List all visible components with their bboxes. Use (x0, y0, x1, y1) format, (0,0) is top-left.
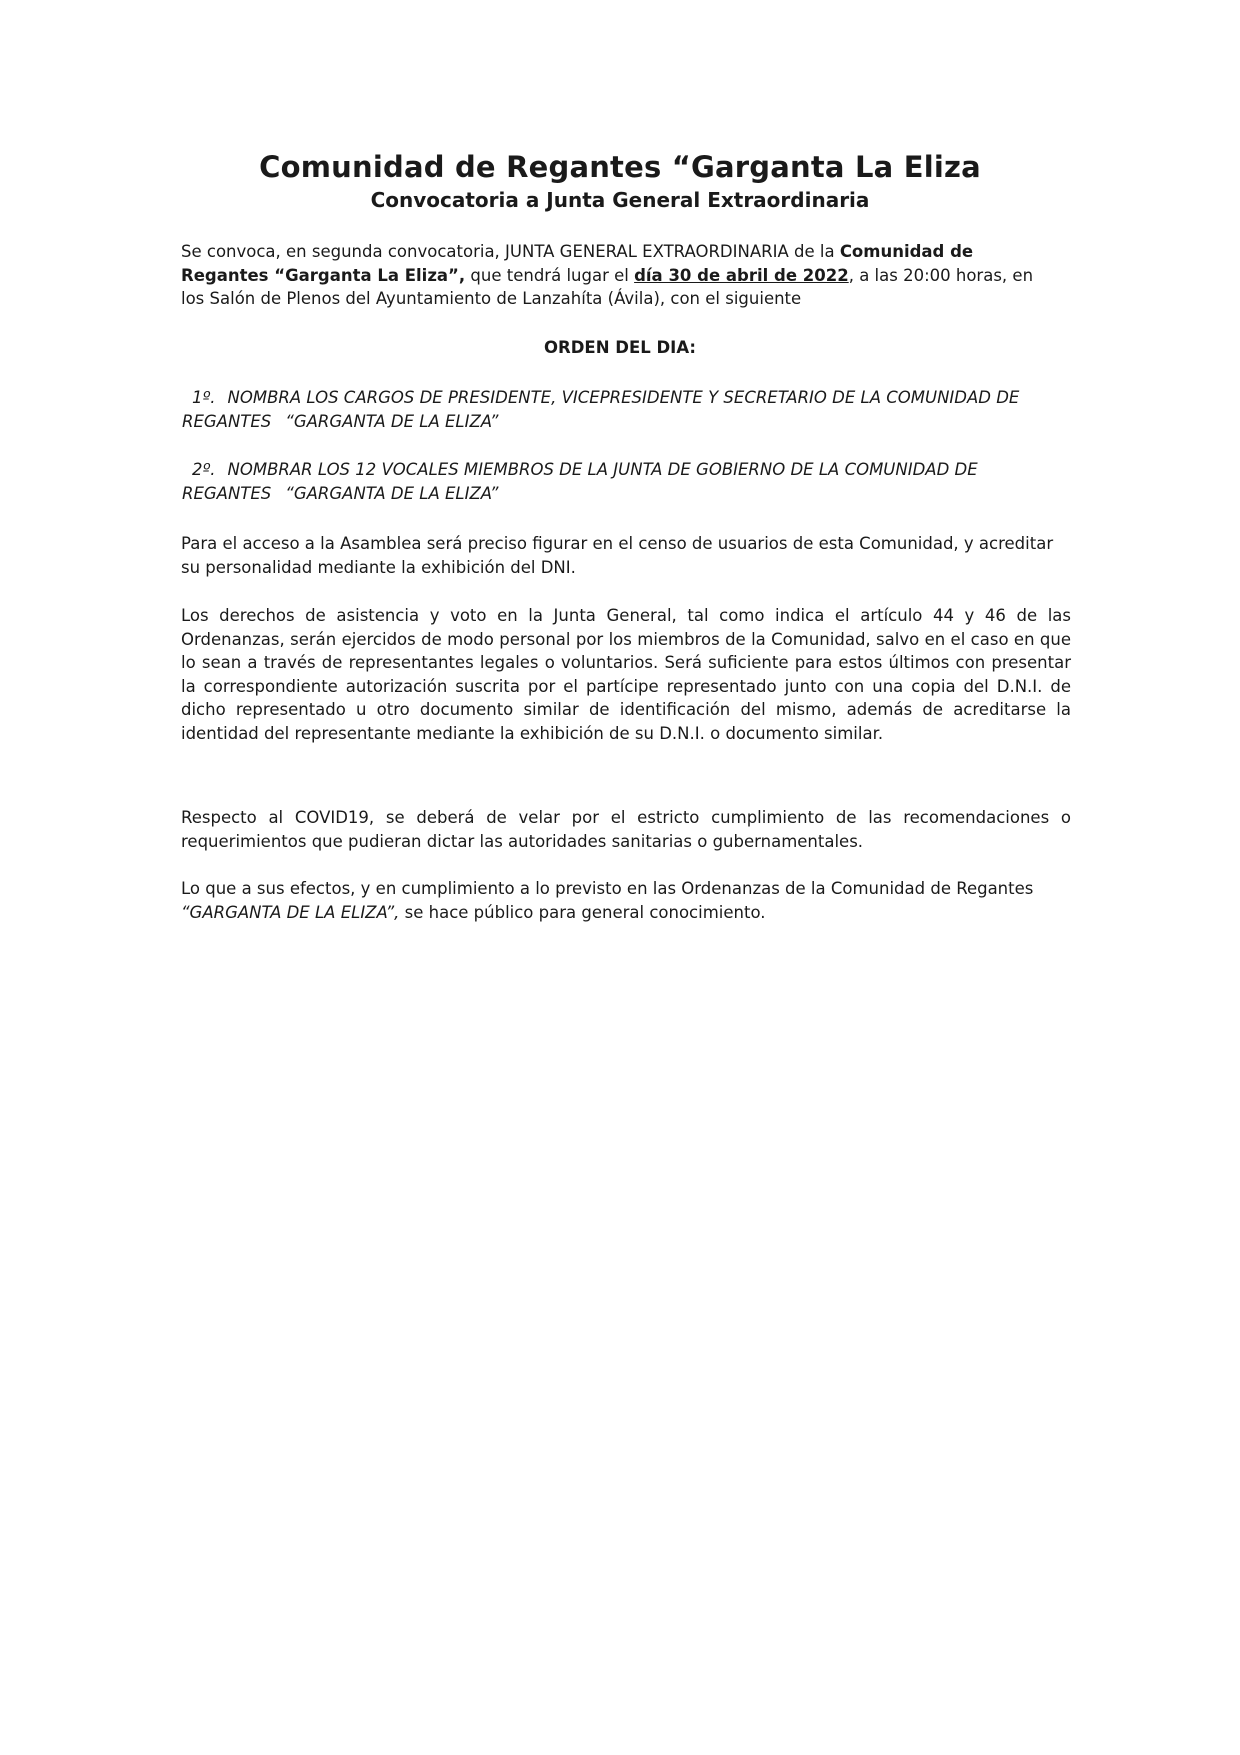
access-paragraph: Para el acceso a la Asamblea será preciso figurar en el censo de usuarios de esta Comunidad, y acreditar su personalidad mediante la exhibición del DNI. (181, 534, 1054, 577)
document-subtitle: Convocatoria a Junta General Extraordinaria (370, 188, 870, 212)
agenda-item-text: NOMBRA LOS CARGOS DE PRESIDENTE, VICEPRESIDENTE Y SECRETARIO DE LA COMUNIDAD DE REGANTES (182, 388, 1020, 431)
intro-text-3: , a las 20:00 horas, en los Salón de Plenos del Ayuntamiento de Lanzahíta (Ávila), con el siguiente (181, 265, 1034, 308)
intro-paragraph (181, 240, 1061, 311)
intro-text-2: que tendrá lugar el (465, 265, 635, 285)
community-name: Comunidad de Regantes “Garganta La Eliza”, (181, 242, 974, 285)
meeting-date: día 30 de abril de 2022 (634, 265, 849, 285)
agenda-item-number: 1º. (192, 388, 216, 407)
agenda-item-quote: “GARGANTA DE LA ELIZA” (285, 412, 499, 431)
covid-paragraph: Respecto al COVID19, se deberá de velar por el estricto cumplimiento de las recomendaciones o requerimientos que pudieran dictar las autoridades sanitarias o gubernamentales. (181, 808, 1071, 851)
voting-rights-paragraph: Los derechos de asistencia y voto en la Junta General, tal como indica el artículo 44 y 46 de las Ordenanzas, serán ejercidos de modo personal por los miembros de la Comunidad, salvo en el caso en que lo sean a través de representantes legales o voluntarios. Será suficiente para estos últimos con presentar la correspondiente autorización suscrita por el partícipe representado junto con una copia del D.N.I. de dicho representado u otro documento similar de identificación del mismo, además de acreditarse la identidad del representante mediante la exhibición de su D.N.I. o documento similar. (181, 606, 1071, 743)
agenda-item-number: 2º. (192, 460, 216, 479)
agenda-item (182, 386, 1072, 434)
agenda-item-quote: “GARGANTA DE LA ELIZA” (285, 484, 499, 503)
agenda-heading: ORDEN DEL DIA: (544, 338, 696, 357)
document-title: Comunidad de Regantes “Garganta La Eliza (259, 150, 981, 184)
intro-text-1: Se convoca, en segunda convocatoria, JUNTA GENERAL EXTRAORDINARIA de la (181, 242, 840, 261)
closing-paragraph (181, 877, 1071, 924)
agenda-item-text: NOMBRAR LOS 12 VOCALES MIEMBROS DE LA JUNTA DE GOBIERNO DE LA COMUNIDAD DE REGANTES (182, 460, 978, 503)
closing-text-1: Lo que a sus efectos, y en cumplimiento a lo previsto en las Ordenanzas de la Comunidad de Regantes (181, 879, 1034, 898)
closing-community-name: “GARGANTA DE LA ELIZA”, (181, 902, 400, 922)
agenda-item (182, 458, 1072, 506)
closing-text-2: se hace público para general conocimiento. (399, 902, 766, 922)
